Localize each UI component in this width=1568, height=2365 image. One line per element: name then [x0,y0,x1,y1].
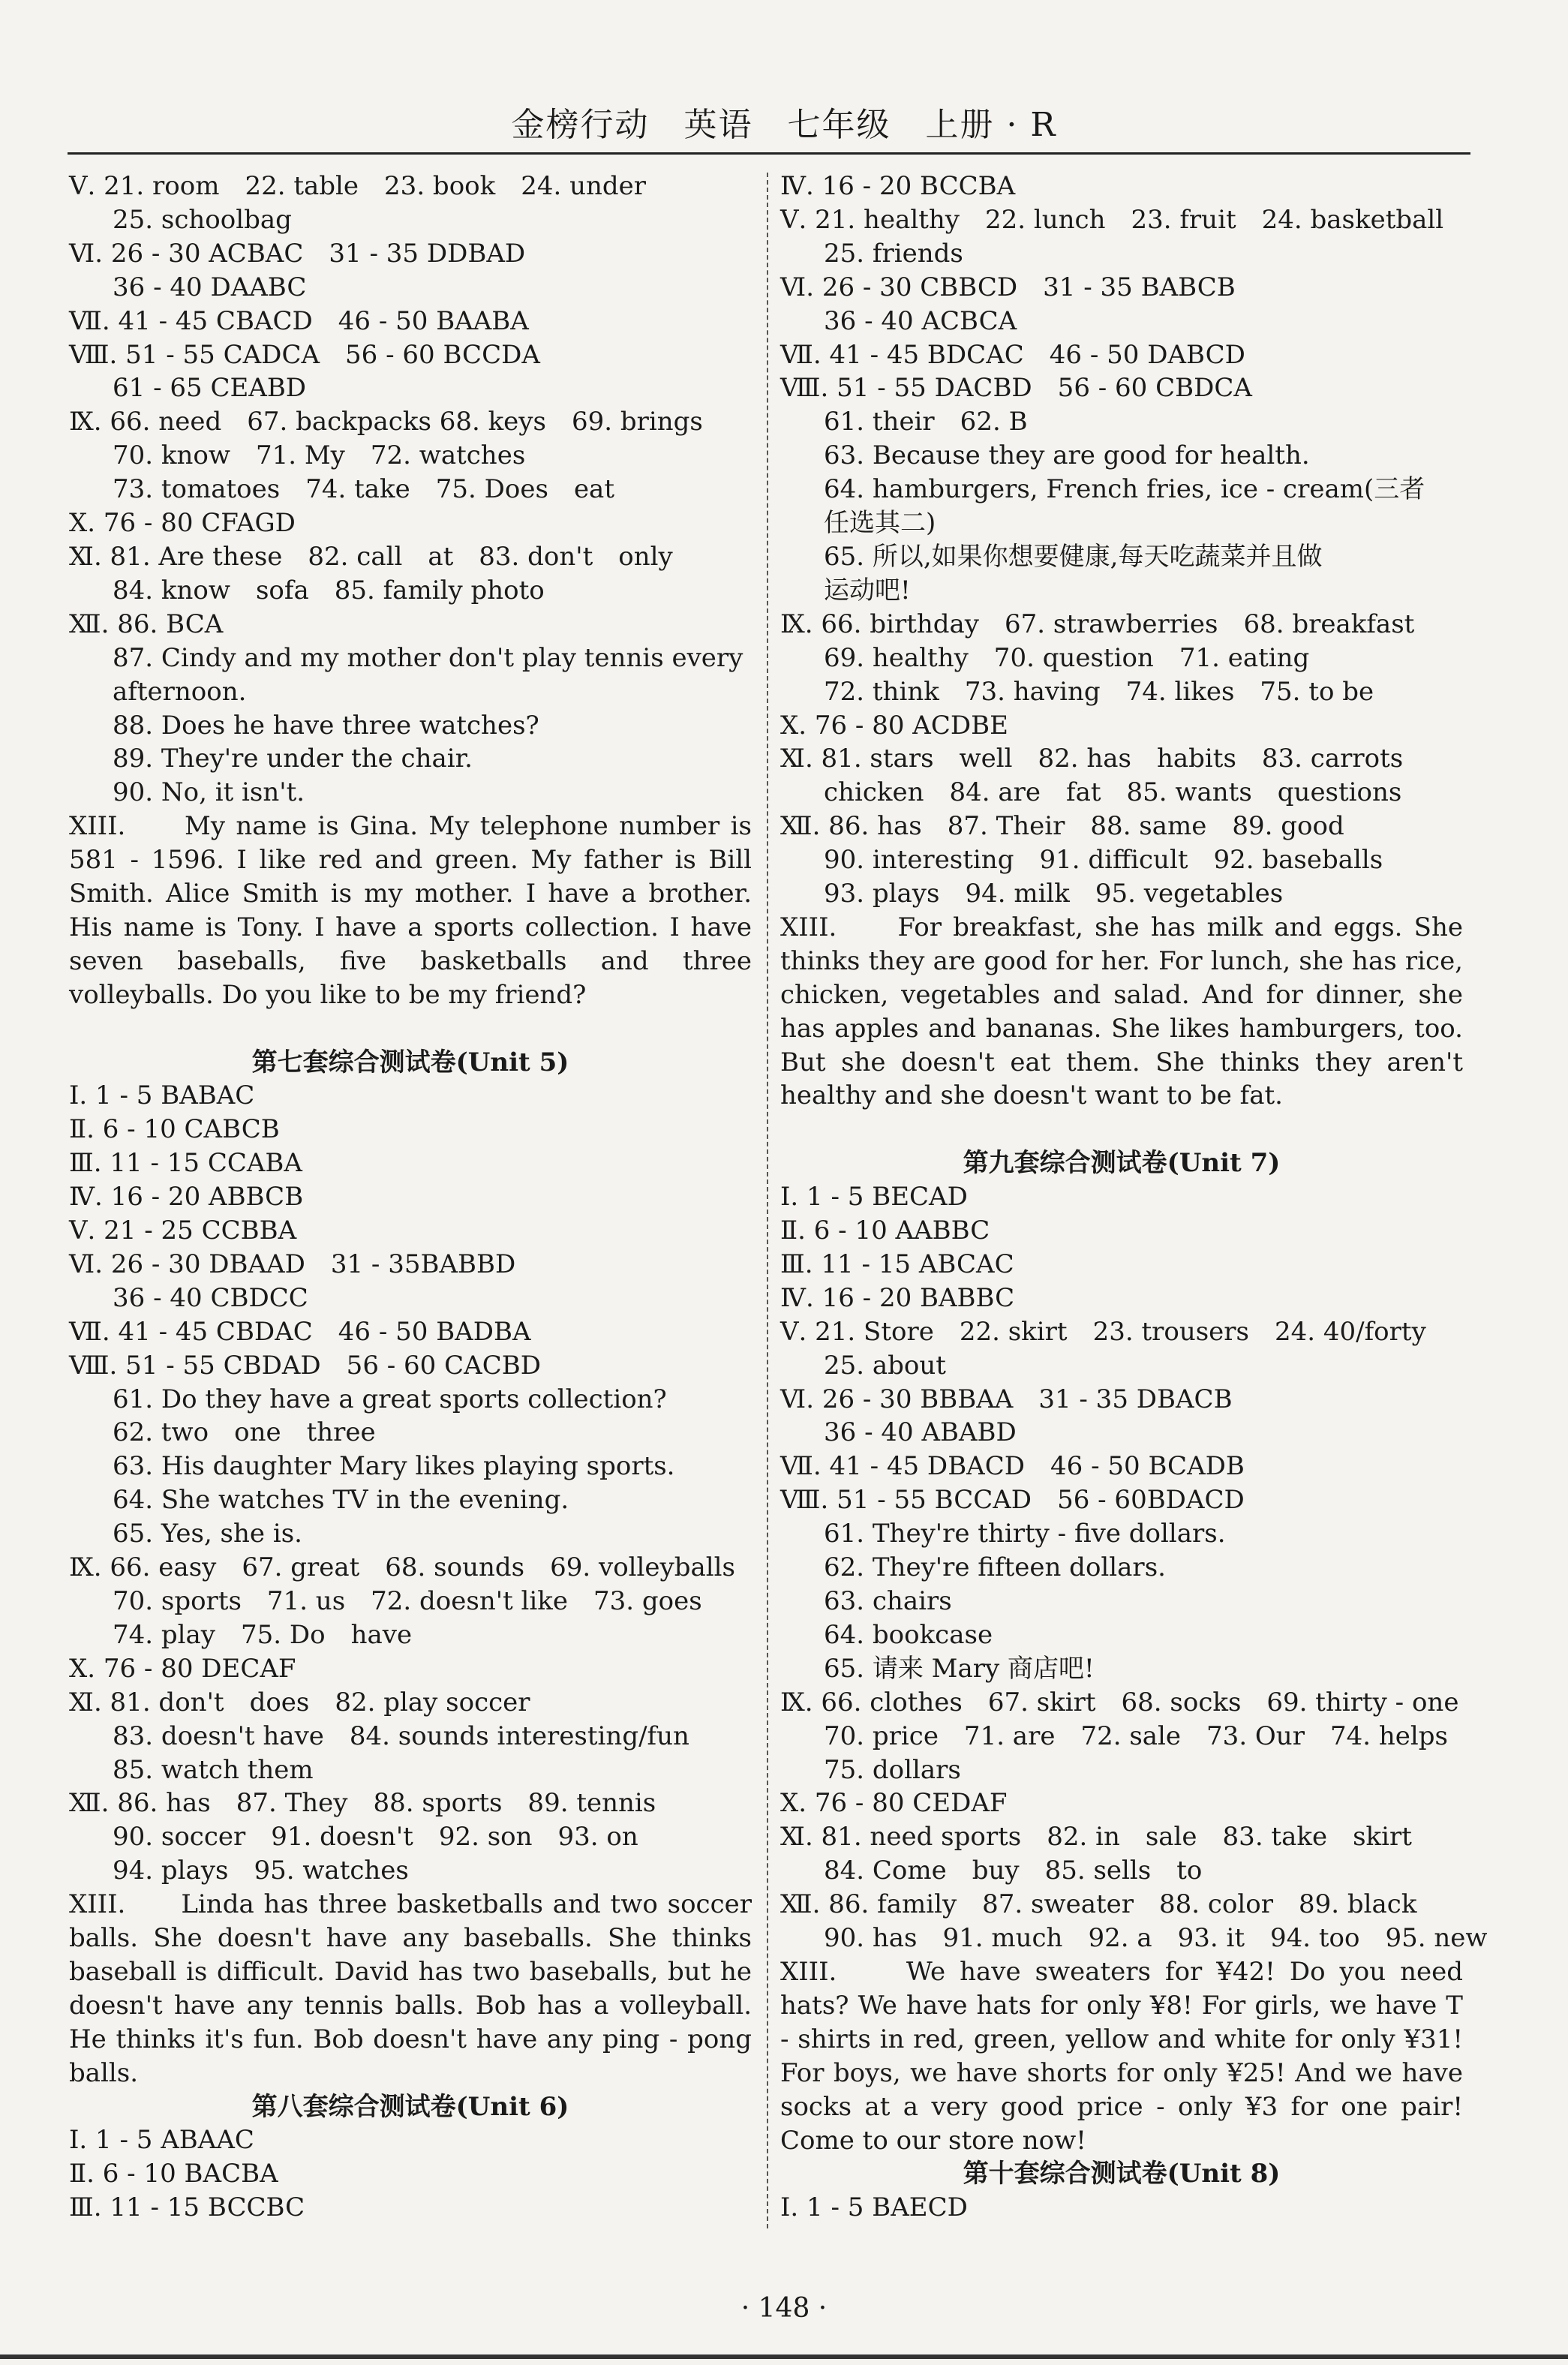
answer-line: Ⅺ. 81. don't does 82. play soccer [69,1687,530,1717]
answer-line: Ⅴ. 21 - 25 CCBBA [69,1216,297,1246]
section-title: 第七套综合测试卷(Unit 5) [251,1047,569,1077]
section-title: 第九套综合测试卷(Unit 7) [963,1148,1281,1179]
answer-line: Ⅴ. 21. Store 22. skirt 23. trousers 24. 40/forty [780,1316,1426,1347]
answer-line: Ⅵ. 26 - 30 DBAAD 31 - 35BABBD [69,1249,516,1279]
answer-line: 63. chairs [824,1586,952,1617]
answer-line: Ⅱ. 6 - 10 BACBA [69,2159,278,2189]
answer-line: 64. bookcase [824,1619,993,1650]
answer-line: Ⅳ. 16 - 20 ABBCB [69,1182,304,1213]
answer-line: 90. has 91. much 92. a 93. it 94. too 95. new [824,1923,1488,1954]
answer-line: 36 - 40 ABABD [824,1417,1017,1448]
answer-line: 64. She watches TV in the evening. [113,1485,569,1516]
answer-line: Ⅶ. 41 - 45 CBACD 46 - 50 BAABA [69,305,529,336]
answer-line: 25. friends [824,238,963,269]
answer-line: Ⅸ. 66. need 67. backpacks 68. keys 69. brings [69,407,703,437]
answer-line: Ⅶ. 41 - 45 BDCAC 46 - 50 DABCD [780,339,1245,370]
answer-line: 88. Does he have three watches? [113,710,539,741]
answer-line: 87. Cindy and my mother don't play tennis every [113,642,743,673]
answer-line: Ⅱ. 6 - 10 AABBC [780,1216,990,1246]
section-title: 第八套综合测试卷(Unit 6) [251,2091,569,2122]
answer-line: 65. Yes, she is. [113,1519,302,1549]
answer-line: Ⅸ. 66. birthday 67. strawberries 68. breakfast [780,609,1415,639]
answer-line: Ⅺ. 81. need sports 82. in sale 83. take skirt [780,1822,1412,1853]
answer-line: Ⅺ. 81. stars well 82. has habits 83. carrots [780,744,1404,774]
answer-line: Ⅻ. 86. BCA [69,609,224,639]
answer-line: 72. think 73. having 74. likes 75. to be [824,676,1374,707]
answer-line: Ⅴ. 21. room 22. table 23. book 24. under [69,171,647,201]
answer-line: Ⅰ. 1 - 5 BABAC [69,1080,255,1111]
answer-line: 61. their 62. B [824,407,1028,437]
answer-line: Ⅸ. 66. clothes 67. skirt 68. socks 69. thirty - one [780,1687,1459,1717]
answer-line: 25. schoolbag [113,204,292,235]
answer-line: Ⅶ. 41 - 45 CBDAC 46 - 50 BADBA [69,1316,531,1347]
answer-line: 任选其二) [824,508,936,539]
answer-line: Ⅻ. 86. has 87. Their 88. same 89. good [780,811,1344,842]
bottom-rule [0,2354,1568,2359]
section-title: 第十套综合测试卷(Unit 8) [963,2159,1281,2189]
answer-line: 65. 请来 Mary 商店吧! [824,1653,1095,1684]
answer-line: 85. watch them [113,1754,314,1785]
answer-line: Ⅸ. 66. easy 67. great 68. sounds 69. volleyballs [69,1552,735,1583]
answer-line: chicken 84. are fat 85. wants questions [824,777,1402,808]
answer-line: 61. Do they have a great sports collection? [113,1384,667,1414]
answer-line: Ⅵ. 26 - 30 ACBAC 31 - 35 DDBAD [69,238,526,269]
writing-paragraph: XIII. Linda has three basketballs and two soccer balls. She doesn't have any baseballs. She thinks baseball is difficult. David has two baseballs, but he doesn't have any tennis balls. Bob has a volleyball. He thinks it's fun. Bob doesn't have any ping - pong balls. [69,1889,752,2088]
column-divider [767,173,768,2228]
answer-line: Ⅵ. 26 - 30 BBBAA 31 - 35 DBACB [780,1384,1233,1414]
answer-line: Ⅶ. 41 - 45 DBACD 46 - 50 BCADB [780,1451,1245,1482]
answer-line: 73. tomatoes 74. take 75. Does eat [113,474,614,505]
answer-line: Ⅻ. 86. has 87. They 88. sports 89. tennis [69,1788,656,1819]
answer-line: 70. know 71. My 72. watches [113,440,526,471]
answer-line: 61 - 65 CEABD [113,373,307,404]
answer-line: Ⅺ. 81. Are these 82. call at 83. don't only [69,541,673,572]
answer-line: Ⅳ. 16 - 20 BABBC [780,1282,1015,1313]
answer-line: 94. plays 95. watches [113,1856,409,1886]
answer-line: Ⅱ. 6 - 10 CABCB [69,1114,280,1145]
answer-line: 83. doesn't have 84. sounds interesting/fun [113,1720,689,1751]
answer-line: Ⅹ. 76 - 80 CFAGD [69,508,296,539]
answer-line: Ⅰ. 1 - 5 BECAD [780,1182,968,1213]
page-header: 金榜行动 英语 七年级 上册 · R [511,106,1057,144]
left-column [69,170,752,2225]
answer-line: 84. Come buy 85. sells to [824,1856,1203,1886]
writing-paragraph: XIII. My name is Gina. My telephone number is 581 - 1596. I like red and green. My father is Bill Smith. Alice Smith is my mother. I have a brother. His name is Tony. I have a sports collection. I have seven baseballs, five basketballs and three volleyballs. Do you like to be my friend? [69,811,752,1010]
answer-line: Ⅰ. 1 - 5 BAECD [780,2192,968,2223]
answer-line: 65. 所以,如果你想要健康,每天吃蔬菜并且做 [824,541,1323,572]
answer-line: 70. price 71. are 72. sale 73. Our 74. helps [824,1720,1448,1751]
answer-line: 74. play 75. Do have [113,1619,413,1650]
answer-line: Ⅹ. 76 - 80 CEDAF [780,1788,1008,1819]
answer-line: Ⅷ. 51 - 55 BCCAD 56 - 60BDACD [780,1485,1245,1516]
answer-line: 64. hamburgers, French fries, ice - cream(三者 [824,474,1425,505]
answer-line: Ⅵ. 26 - 30 CBBCD 31 - 35 BABCB [780,272,1236,302]
answer-line: Ⅹ. 76 - 80 ACDBE [780,710,1008,741]
answer-line: 84. know sofa 85. family photo [113,575,545,606]
answer-line: 61. They're thirty - five dollars. [824,1519,1226,1549]
answer-line: Ⅲ. 11 - 15 CCABA [69,1148,302,1179]
answer-line: 36 - 40 DAABC [113,272,307,302]
answer-line: Ⅷ. 51 - 55 CBDAD 56 - 60 CACBD [69,1350,541,1381]
page-number: · 148 · [740,2293,828,2324]
answer-line: 70. sports 71. us 72. doesn't like 73. goes [113,1586,702,1617]
answer-line: Ⅲ. 11 - 15 ABCAC [780,1249,1014,1279]
answer-line: Ⅳ. 16 - 20 BCCBA [780,171,1016,201]
writing-paragraph: XIII. We have sweaters for ¥42! Do you need hats? We have hats for only ¥8! For girls, we have T - shirts in red, green, yellow and white for only ¥31! For boys, we have shorts for only ¥25! And we have socks at a very good price - only ¥3 for one pair! Come to our store now! [780,1956,1463,2156]
answer-line: Ⅷ. 51 - 55 CADCA 56 - 60 BCCDA [69,339,540,370]
answer-line: Ⅴ. 21. healthy 22. lunch 23. fruit 24. basketball [780,204,1444,235]
answer-line: Ⅰ. 1 - 5 ABAAC [69,2125,254,2156]
answer-line: Ⅹ. 76 - 80 DECAF [69,1653,296,1684]
answer-line: 90. No, it isn't. [113,777,305,808]
answer-line: 25. about [824,1350,946,1381]
answer-line: 63. Because they are good for health. [824,440,1310,471]
answer-line: 90. soccer 91. doesn't 92. son 93. on [113,1822,638,1853]
answer-line: 93. plays 94. milk 95. vegetables [824,879,1284,909]
answer-line: afternoon. [113,676,247,707]
answer-line: 63. His daughter Mary likes playing sports. [113,1451,675,1482]
answer-line: 62. two one three [113,1417,376,1448]
answer-line: 75. dollars [824,1754,961,1785]
answer-line: 36 - 40 CBDCC [113,1282,308,1313]
answer-line: 69. healthy 70. question 71. eating [824,642,1310,673]
answer-line: 89. They're under the chair. [113,744,473,774]
right-column [780,170,1488,2225]
answer-line: Ⅷ. 51 - 55 DACBD 56 - 60 CBDCA [780,373,1252,404]
answer-line: 36 - 40 ACBCA [824,305,1017,336]
writing-paragraph: XIII. For breakfast, she has milk and eggs. She thinks they are good for her. For lunch, she has rice, chicken, vegetables and salad. And for dinner, she has apples and bananas. She likes hamburgers, too. But she doesn't eat them. She thinks they aren't healthy and she doesn't want to be fat. [780,912,1463,1111]
header-rule [68,152,1470,155]
answer-line: 运动吧! [824,575,911,606]
answer-line: Ⅻ. 86. family 87. sweater 88. color 89. black [780,1889,1417,1920]
answer-line: 90. interesting 91. difficult 92. baseballs [824,845,1383,876]
answer-line: 62. They're fifteen dollars. [824,1552,1166,1583]
answer-line: Ⅲ. 11 - 15 BCCBC [69,2192,305,2223]
